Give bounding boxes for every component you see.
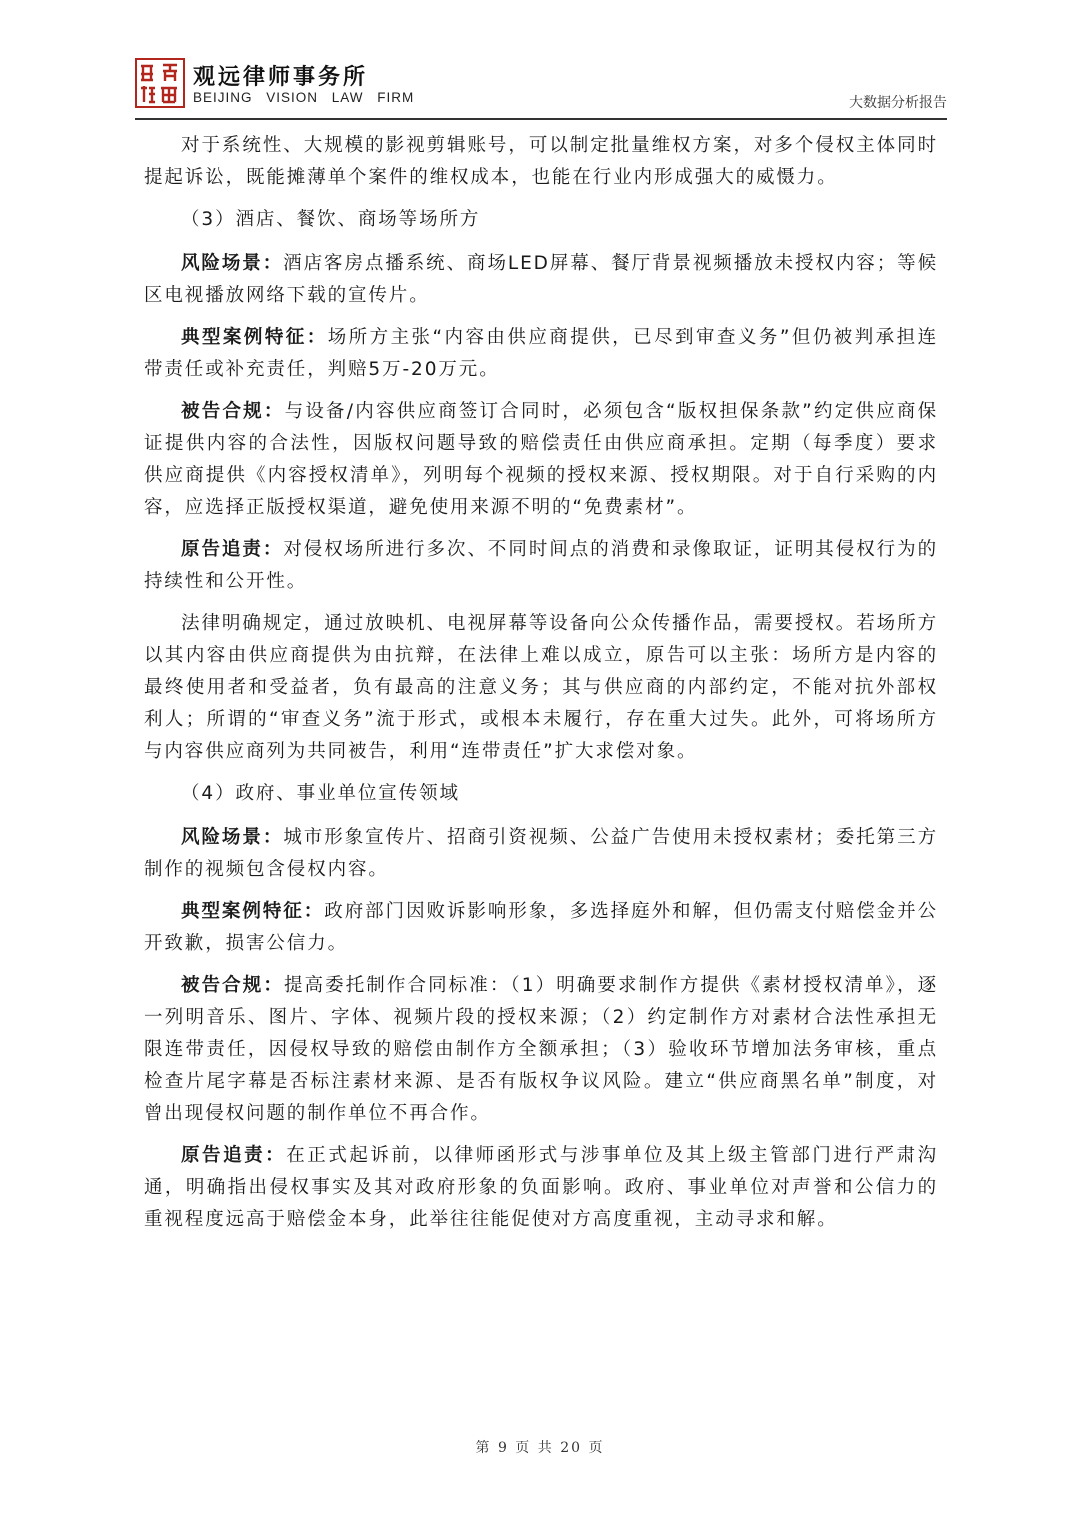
page-number-footer: 第 9 页 共 20 页 (475, 1440, 605, 1456)
paragraph-typical-case-gov (144, 896, 938, 960)
firm-name-chinese: 观远律师事务所 (193, 64, 369, 90)
label-defendant-compliance-gov: 被告合规： (181, 975, 284, 996)
label-typical-case-gov: 典型案例特征： (181, 901, 325, 922)
paragraph-risk-scenario (144, 248, 938, 312)
text-risk-scenario: 酒店客房点播系统、商场LED屏幕、餐厅背景视频播放未授权内容；等候区电视播放网络下载的宣传片。 (144, 253, 938, 306)
report-type-label: 大数据分析报告 (849, 95, 947, 111)
firm-name-english: BEIJING VISION LAW FIRM (193, 90, 415, 105)
section-heading-government: （4）政府、事业单位宣传领域 (181, 783, 460, 804)
text-risk-scenario-gov: 城市形象宣传片、招商引资视频、公益广告使用未授权素材；委托第三方制作的视频包含侵权内容。 (144, 827, 938, 880)
paragraph-legal-basis: 法律明确规定，通过放映机、电视屏幕等设备向公众传播作品，需要授权。若场所方以其内容由供应商提供为由抗辩，在法律上难以成立，原告可以主张：场所方是内容的最终使用者和受益者，负有最高的注意义务；其与供应商的内部约定，不能对抗外部权利人；所谓的“审查义务”流于形式，或根本未履行，存在重大过失。此外，可将场所方与内容供应商列为共同被告，利用“连带责任”扩大求偿对象。 (144, 613, 938, 762)
paragraph-plaintiff-claim-gov (144, 1140, 938, 1236)
text-defendant-compliance-gov: 提高委托制作合同标准：（1）明确要求制作方提供《素材授权清单》，逐一列明音乐、图片、字体、视频片段的授权来源；（2）约定制作方对素材合法性承担无限连带责任，因侵权导致的赔偿由制作方全额承担；（3）验收环节增加法务审核，重点检查片尾字幕是否标注素材来源、是否有版权争议风险。建立“供应商黑名单”制度，对曾出现侵权问题的制作单位不再合作。 (144, 975, 938, 1124)
section-heading-hotels: （3）酒店、餐饮、商场等场所方 (181, 209, 481, 230)
text-typical-case-gov: 政府部门因败诉影响形象，多选择庭外和解，但仍需支付赔偿金并公开致歉，损害公信力。 (144, 901, 938, 954)
text-plaintiff-claim: 对侵权场所进行多次、不同时间点的消费和录像取证，证明其侵权行为的持续性和公开性。 (144, 539, 938, 592)
paragraph-defendant-compliance (144, 396, 938, 524)
law-firm-seal-logo (135, 58, 185, 108)
label-risk-scenario-gov: 风险场景： (181, 827, 284, 848)
paragraph-plaintiff-claim (144, 534, 938, 598)
paragraph-risk-scenario-gov (144, 822, 938, 886)
label-plaintiff-claim: 原告追责： (181, 539, 284, 560)
text-defendant-compliance: 与设备/内容供应商签订合同时，必须包含“版权担保条款”约定供应商保证提供内容的合法性，因版权问题导致的赔偿责任由供应商承担。定期（每季度）要求供应商提供《内容授权清单》，列明每个视频的授权来源、授权期限。对于自行采购的内容，应选择正版授权渠道，避免使用来源不明的“免费素材”。 (144, 401, 938, 518)
text-plaintiff-claim-gov: 在正式起诉前，以律师函形式与涉事单位及其上级主管部门进行严肃沟通，明确指出侵权事实及其对政府形象的负面影响。政府、事业单位对声誉和公信力的重视程度远高于赔偿金本身，此举往往能促使对方高度重视，主动寻求和解。 (144, 1145, 938, 1230)
paragraph-defendant-compliance-gov (144, 970, 938, 1130)
page-header (135, 52, 947, 118)
header-divider (135, 118, 947, 120)
paragraph-intro: 对于系统性、大规模的影视剪辑账号，可以制定批量维权方案，对多个侵权主体同时提起诉讼，既能摊薄单个案件的维权成本，也能在行业内形成强大的威慑力。 (144, 135, 938, 188)
text-typical-case: 场所方主张“内容由供应商提供，已尽到审查义务”但仍被判承担连带责任或补充责任，判赔5万-20万元。 (144, 327, 938, 380)
label-risk-scenario: 风险场景： (181, 253, 284, 274)
label-defendant-compliance: 被告合规： (181, 401, 285, 422)
document-body (144, 130, 938, 1246)
label-typical-case: 典型案例特征： (181, 327, 328, 348)
paragraph-typical-case (144, 322, 938, 386)
label-plaintiff-claim-gov: 原告追责： (181, 1145, 287, 1166)
